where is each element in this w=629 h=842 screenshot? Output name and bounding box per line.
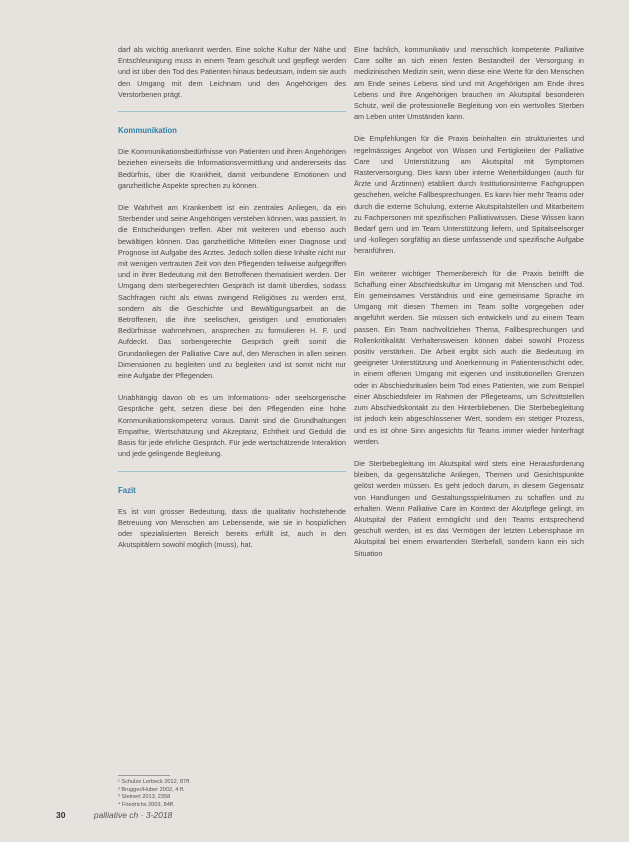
paragraph: Die Kommunikationsbedürfnisse von Patienten und ihren Angehörigen beziehen einerseits die Informationsvermittlung und andererseits das Bedürfnis, über die Krankheit, damit verbundene Emotionen und ganzheitliche Aspekte sprechen zu können.	[118, 147, 346, 190]
paragraph: darf als wichtig anerkannt werden. Eine solche Kultur der Nähe und Entschleunigung muss in einem Team geschult und gepflegt werden und ist über den Tod des Patienten hinaus bedeutsam, indem sie auch den Umgang mit dem Leichnam und den Angehörigen des Verstorbenen prägt.	[118, 45, 346, 99]
paragraph: Eine fachlich, kommunikativ und menschlich kompetente Palliative Care sollte an sich einen festen Bestandteil der Versorgung in medizinischen Medizin sein, wenn diese eine Werte für den Menschen am Ende seines Lebens sind und mit Angehörigen am Ende ihres Lebens und ihre Angehörigen brauchen im Akutspital besonderen Schutz, weil die professionelle Begleitung von ein wertvolles Sterben am Leben unter Umständen kann.	[354, 45, 584, 122]
section-rule	[118, 471, 346, 472]
journal-title: palliative ch · 3-2018	[93, 810, 173, 820]
page-footer	[56, 810, 172, 820]
section-rule	[118, 111, 346, 112]
footnote: ² Brugger/Huber 2002, 4 ff.	[118, 786, 185, 793]
section-heading-kommunikation: Kommunikation	[118, 126, 177, 136]
paragraph: Die Empfehlungen für die Praxis beinhalten ein strukturiertes und regelmässiges Angebot von Wissen und Fertigkeiten der Palliative Care und Unterstützung am Akutspital mit Symptomen Rasterversorgung. Dies kann über interne Weiterbildungen (auch für Ärzte und Ärztinnen) etabliert durch Institutionsinterne Fachgruppen geschehen, welche Fallbesprechungen. Es kann hier mehr Teams oder durch die externe Schulung, externe Akutspitalstellen und Mitarbeitern zu Fachpersonen mit spezifischen Palliativwissen. Diese Wissen kann Bedarf gern und im Team Unterstützung liefern, und Spitalseelsorger und -kollegen sorgfältig an diese umfassende und spezifische Aufgabe heranführen.	[354, 134, 584, 256]
footnotes	[118, 775, 348, 809]
footnote: ³ Steinert 2013, 2358	[118, 794, 171, 800]
footnote: ⁴ Friedrichs 2003, 84ff.	[118, 801, 175, 808]
paragraph: Ein weiterer wichtiger Themenbereich für die Praxis betrifft die Schaffung einer Abschiedskultur im Umgang mit Menschen und Tod. Ein gemeinsames Verständnis und eine gemeinsame Sprache im Umgang mit diesen Themen im Team sollte vorgegeben oder angeführt werden. Sie müssen sich entwickeln und zu einem Team passen. Ein Team nachvollziehen Thema, Fallbesprechungen und Rollenkritikalität Verhaltensweisen können dabei sowohl Prozess positiv verstärken. Die Arbeit ergibt sich auch die Bedeutung im geeigneter Unterstützung und Anerkennung in Patientenschicht oder, in einem offenen Umgang mit eigenen und institutionellen Grenzen oder in Abschiedsritualen beim Tod eines Patienten, wie zum Beispiel einer Abschiedsfeier im Rahmen der Pflegeteams, um Schnittstellen zum Abschiedskontakt zu den Hinterbliebenen. Die Sterbebegleitung ist jedoch kein abgeschlossener Wert, sondern ein stetiger Prozess, und es ist ohne Sinn angesichts für Teams immer wieder hinterfragt werden.	[354, 268, 584, 446]
paragraph: Die Wahrheit am Krankenbett ist ein zentrales Anliegen, da ein Sterbender und seine Angehörigen verstehen können, was passiert. In die Entscheidungen treffen. Aber mit weiteren und ebenso auch bewältigen können. Das ganzheitliche Mitteilen einer Diagnose und Prognose ist Aufgabe des Arztes. Jedoch sollen diese Inhalte nicht nur mit wenigen vertrauten Zeit von den Pflegenden teilweise aufgegriffen und in ihrer Bedeutung mit den Betroffenen thematisiert werden. Der Umgang dem sterbegerechten Gespräch ist damit überdies, sodass Sachfragen nicht als etwas zwingend Religiöses zu werden erst, sondern als die Geschichte und Bewältigungsarbeit an die Betroffenen, die ihre seelischen, geistigen und emotionalen Bedürfnisse wahrnehmen, ansprechen zu formulieren H. F. und Aufdeckt. Das sorbengerechte Gespräch greift somit die Grundanliegen der Palliative Care auf, den Menschen in allen seinen Dimensionen zu begleiten und zu begleiten und ist somit nicht nur eine Aufgabe der Pflegenden.	[118, 203, 346, 381]
left-column	[118, 44, 346, 562]
section-heading-fazit: Fazit	[118, 485, 136, 495]
paragraph: Unabhängig davon ob es um Informations- oder seelsorgerische Gespräche geht, setzen diese bei den Pflegenden eine hohe Kommunikationskompetenz voraus. Damit sind die Grundhaltungen Empathie, Wertschätzung und Akzeptanz, Echtheit und Geduld die Basis für jede ehrliche Gespräch. Für jede wertschätzende Interaktion und jede gelingende Begleitung.	[118, 393, 346, 459]
right-column	[354, 44, 584, 570]
page-number: 30	[56, 810, 66, 820]
footnote: ¹ Schulze Lerbeck 2012, 87ff.	[118, 779, 191, 785]
footnote-rule	[118, 775, 170, 776]
paragraph: Die Sterbebegleitung im Akutspital wird stets eine Herausforderung bleiben, da gegensätzliche Anliegen, Themen und Gesichtspunkte gelöst werden müssen. Es geht jedoch darum, in diesem Gegensatz von Handlungen und Gestaltungsspielräumen zu schaffen und zu erhalten. Wenn Palliative Care im Kontext der Akutpflege gelingt, im Akutspital der Patient ermöglicht und den Teams entsprechend geschult werden, ist es das Vermögen der letzten Lebensphase im Akutspital bei einem erwartenden Sterbefall, sondern kann ein sich Situation	[354, 458, 584, 558]
paragraph: Es ist von grosser Bedeutung, dass die qualitativ hochstehende Betreuung von Menschen am Lebensende, wie sie in hospizlichen oder spezialisierten Bereich bereits erfüllt ist, auch in den Akutspitälern sowohl möglich (muss), hat.	[118, 506, 346, 550]
